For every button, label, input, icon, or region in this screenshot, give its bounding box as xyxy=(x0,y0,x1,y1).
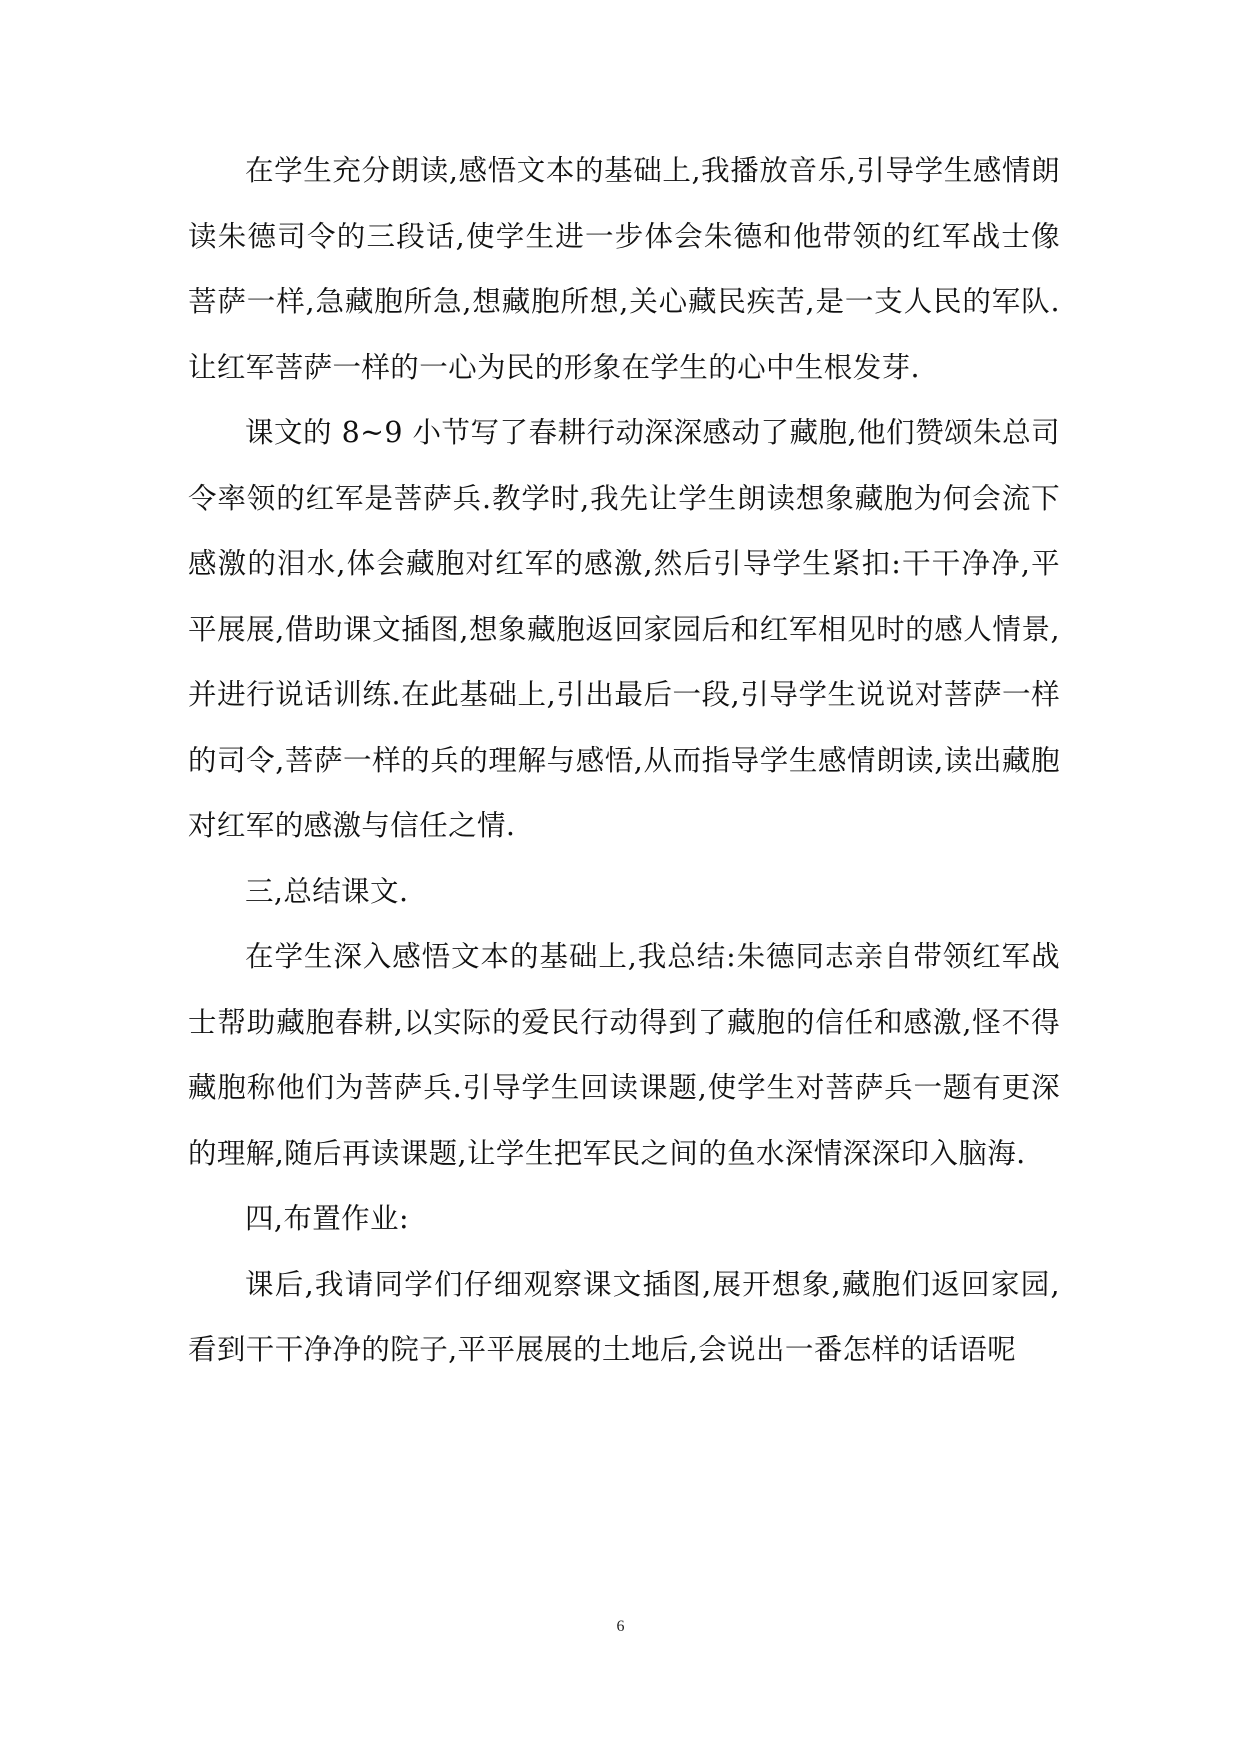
body-text xyxy=(188,138,1060,1383)
paragraph-1: 在学生充分朗读,感悟文本的基础上,我播放音乐,引导学生感情朗读朱德司令的三段话,使学生进一步体会朱德和他带领的红军战士像菩萨一样,急藏胞所急,想藏胞所想,关心藏民疾苦,是一支人民的军队.让红军菩萨一样的一心为民的形象在学生的心中生根发芽. xyxy=(188,154,1060,384)
page-number: 6 xyxy=(616,1618,625,1635)
paragraph-3: 在学生深入感悟文本的基础上,我总结:朱德同志亲自带领红军战士帮助藏胞春耕,以实际的爱民行动得到了藏胞的信任和感激,怪不得藏胞称他们为菩萨兵.引导学生回读课题,使学生对菩萨兵一题有更深的理解,随后再读课题,让学生把军民之间的鱼水深情深深印入脑海. xyxy=(188,940,1060,1170)
paragraph-2: 课文的 8~9 小节写了春耕行动深深感动了藏胞,他们赞颂朱总司令率领的红军是菩萨兵.教学时,我先让学生朗读想象藏胞为何会流下感激的泪水,体会藏胞对红军的感激,然后引导学生紧扣:干干净净,平平展展,借助课文插图,想象藏胞返回家园后和红军相见时的感人情景,并进行说话训练.在此基础上,引出最后一段,引导学生说说对菩萨一样的司令,菩萨一样的兵的理解与感悟,从而指导学生感情朗读,读出藏胞对红军的感激与信任之情. xyxy=(188,416,1060,842)
section-heading-homework: 四,布置作业: xyxy=(245,1202,409,1235)
paragraph-4: 课后,我请同学们仔细观察课文插图,展开想象,藏胞们返回家园,看到干干净净的院子,平平展展的土地后,会说出一番怎样的话语呢 xyxy=(188,1267,1060,1366)
section-heading-summary: 三,总结课文. xyxy=(245,874,409,908)
